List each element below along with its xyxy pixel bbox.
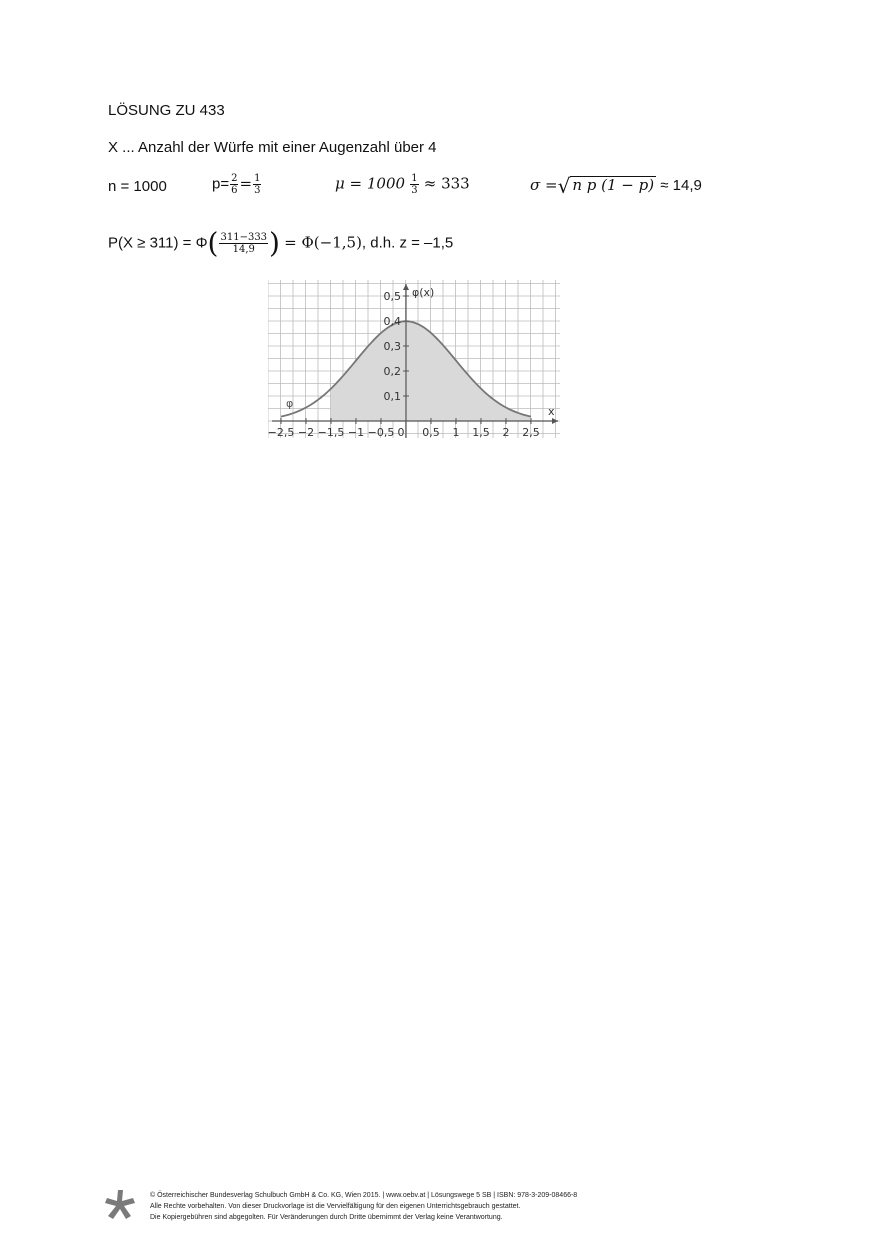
x-tick-label: 0 [397,426,405,439]
publisher-logo [104,1189,136,1221]
p-prefix: p= [212,175,230,193]
right-paren: ) [269,226,280,260]
p-equals: = [239,174,253,193]
x-tick-label: −0,5 [367,426,395,439]
probability-formula [108,226,454,260]
x-tick-label: 1 [452,426,460,439]
y-axis-arrow [403,284,409,290]
x-tick-label: −2 [297,426,315,439]
page-title: LÖSUNG ZU 433 [108,102,225,119]
sqrt-sign: √ [557,174,571,198]
y-axis-label: φ(x) [412,286,435,299]
p-fraction-2: $\frac{1}{3}$ [254,173,261,196]
mu-prefix: μ = 1000 [335,174,406,193]
p-fraction-1: $\frac{2}{6}$ [231,173,238,196]
mu-suffix: ≈ 333 [423,174,470,193]
y-tick-label: 0,2 [383,365,401,378]
y-tick-label: 0,3 [383,340,401,353]
footer-line-2: Alle Rechte vorbehalten. Von dieser Druckvorlage ist die Vervielfältigung für den eigenen Unterrichtsgebrauch gestattet. [150,1203,521,1210]
x-tick-label: 2,5 [522,426,540,439]
probability-middle: = Φ(−1,5) [284,233,362,252]
p-formula [212,173,262,196]
z-fraction: $\frac{311-333}{14,9}$ [220,232,268,255]
x-axis-arrow [552,418,558,424]
mu-fraction: $\frac{1}{3}$ [411,173,418,196]
normal-distribution-chart [268,280,564,446]
mu-formula [335,173,470,196]
footer-copyright [150,1190,577,1223]
sigma-prefix: σ = [530,175,558,194]
probability-prefix: P(X ≥ 311) = Φ [108,234,208,252]
sigma-radicand: n p (1 − p) [572,175,655,194]
x-tick-label: 0,5 [422,426,440,439]
y-tick-label: 0,4 [383,315,401,328]
x-tick-label: −2,5 [268,426,295,439]
x-tick-label: 1,5 [472,426,490,439]
n-value: n = 1000 [108,178,167,195]
curve-label: φ [286,397,294,410]
left-paren: ( [207,226,219,260]
random-variable-definition: X ... Anzahl der Würfe mit einer Augenzahl über 4 [108,139,437,156]
footer-line-3: Die Kopiergebühren sind abgegolten. Für Veränderungen durch Dritte übernimmt der Verlag keine Verantwortung. [150,1214,503,1221]
probability-suffix: , d.h. z = –1,5 [361,234,454,252]
footer-line-1: © Österreichischer Bundesverlag Schulbuch GmbH & Co. KG, Wien 2015. | www.oebv.at | Lösungswege 5 SB | ISBN: 978-3-209-08466-8 [150,1192,578,1199]
x-tick-label: −1 [347,426,365,439]
x-tick-label: −1,5 [317,426,345,439]
x-axis-label: x [548,405,555,418]
y-tick-label: 0,5 [383,290,401,303]
x-tick-label: 2 [502,426,510,439]
y-tick-label: 0,1 [383,390,401,403]
sigma-formula [530,174,702,198]
sigma-suffix: ≈ 14,9 [660,176,702,194]
